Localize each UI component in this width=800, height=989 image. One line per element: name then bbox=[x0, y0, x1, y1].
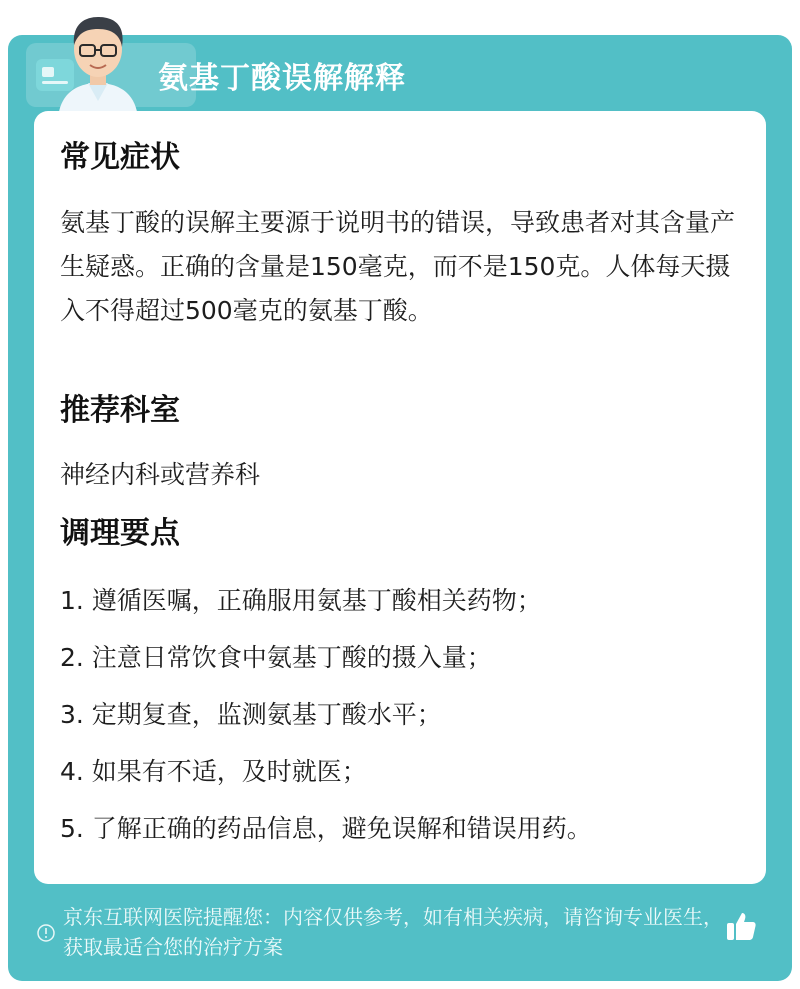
section-text-symptoms: 氨基丁酸的误解主要源于说明书的错误，导致患者对其含量产生疑惑。正确的含量是150毫克，而不是150克。人体每天摄入不得超过500毫克的氨基丁酸。 bbox=[60, 208, 736, 325]
list-item: 4. 如果有不适，及时就医； bbox=[60, 757, 367, 786]
page-title: 氨基丁酸误解解释 bbox=[158, 61, 406, 96]
footer-disclaimer: 京东互联网医院提醒您：内容仅供参考，如有相关疾病，请咨询专业医生，获取最适合您的治疗方案 bbox=[63, 905, 723, 959]
section-text-department: 神经内科或营养科 bbox=[60, 460, 261, 489]
info-icon bbox=[36, 923, 56, 943]
list-item: 2. 注意日常饮食中氨基丁酸的摄入量； bbox=[60, 643, 492, 672]
section-title-symptoms: 常见症状 bbox=[60, 140, 180, 175]
list-item: 3. 定期复查，监测氨基丁酸水平； bbox=[60, 700, 442, 729]
doctor-avatar bbox=[50, 9, 146, 119]
list-item: 1. 遵循医嘱，正确服用氨基丁酸相关药物； bbox=[60, 586, 542, 615]
care-list bbox=[60, 572, 592, 857]
section-title-care: 调理要点 bbox=[60, 516, 180, 551]
content-card bbox=[34, 111, 766, 884]
thumbs-up-icon[interactable] bbox=[724, 909, 758, 943]
list-item: 5. 了解正确的药品信息，避免误解和错误用药。 bbox=[60, 814, 592, 843]
section-title-department: 推荐科室 bbox=[60, 393, 180, 428]
